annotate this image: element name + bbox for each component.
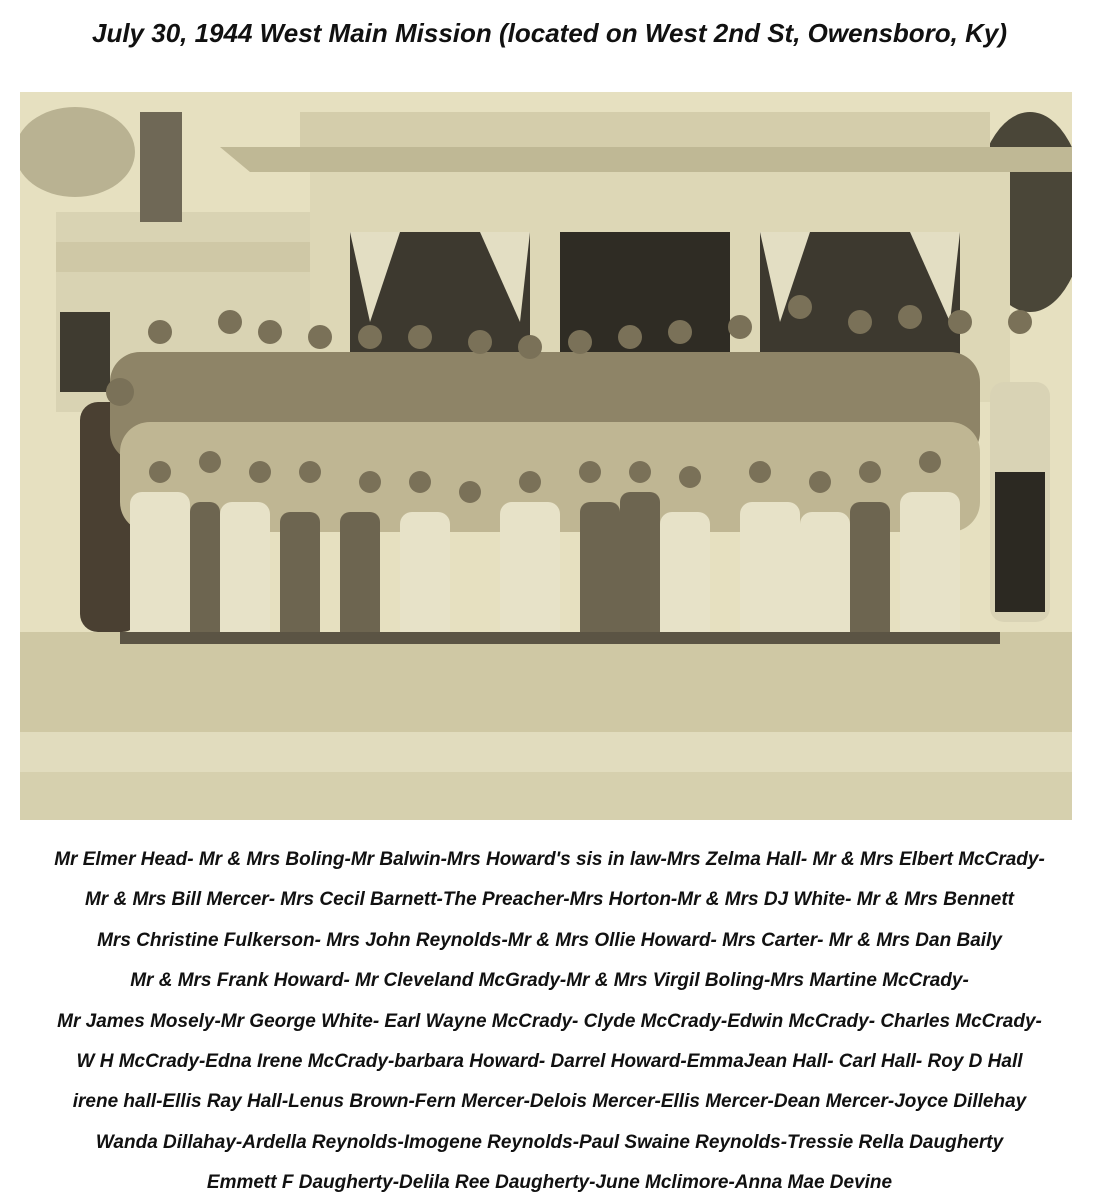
group-photo-drawing — [20, 92, 1072, 820]
name-line: irene hall-Ellis Ray Hall-Lenus Brown-Fern Mercer-Delois Mercer-Ellis Mercer-Dean Mercer-Joyce Dillehay — [72, 1091, 1027, 1113]
name-line: Emmett F Daugherty-Delila Ree Daugherty-June Mclimore-Anna Mae Devine — [206, 1172, 893, 1194]
name-line: Mr James Mosely-Mr George White- Earl Wayne McCrady- Clyde McCrady-Edwin McCrady- Charles McCrady- — [57, 1010, 1042, 1032]
group-photo — [20, 92, 1072, 820]
name-line: Mr Elmer Head- Mr & Mrs Boling-Mr Balwin-Mrs Howard's sis in law-Mrs Zelma Hall- Mr & Mrs Elbert McCrady- — [54, 849, 1045, 870]
name-line: Mr & Mrs Frank Howard- Mr Cleveland McGrady-Mr & Mrs Virgil Boling-Mrs Martine McCrady- — [130, 970, 969, 992]
name-line: Wanda Dillahay-Ardella Reynolds-Imogene Reynolds-Paul Swaine Reynolds-Tressie Rella Daugherty — [95, 1131, 1004, 1153]
page-title: July 30, 1944 West Main Mission (located on West 2nd St, Owensboro, Ky) — [91, 18, 1008, 48]
name-list — [0, 840, 1099, 1204]
name-line: W H McCrady-Edna Irene McCrady-barbara Howard- Darrel Howard-EmmaJean Hall- Carl Hall- Roy D Hall — [76, 1050, 1023, 1072]
name-line: Mr & Mrs Bill Mercer- Mrs Cecil Barnett-The Preacher-Mrs Horton-Mr & Mrs DJ White- Mr & Mrs Bennett — [84, 889, 1015, 911]
name-line: Mrs Christine Fulkerson- Mrs John Reynolds-Mr & Mrs Ollie Howard- Mrs Carter- Mr & Mrs Dan Baily — [97, 929, 1002, 951]
